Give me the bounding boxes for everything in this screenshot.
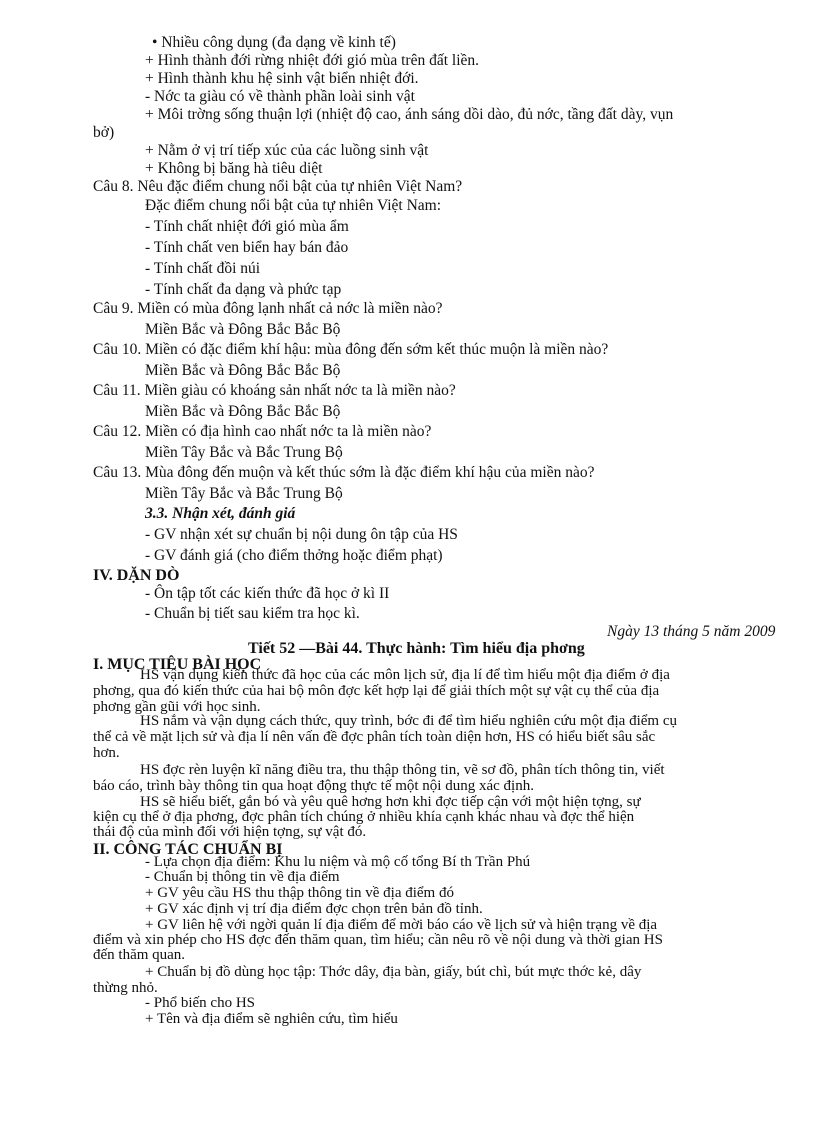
lesson-date: Ngày 13 tháng 5 năm 2009 [607, 623, 776, 640]
preparation-line: + Chuẩn bị đồ dùng học tập: Thớc dây, địa bàn, giấy, bút chì, bút mực thớc kẻ, dây [145, 964, 642, 980]
answer-point: - Tính chất đa dạng và phức tạp [145, 281, 342, 298]
question-12: Câu 12. Miền có địa hình cao nhất nớc ta là miền nào? [93, 423, 432, 440]
homework-item: - Ôn tập tốt các kiến thức đã học ở kì II [145, 585, 390, 602]
objectives-line: thể cả về mặt lịch sử và địa lí nên vấn đề đợc phân tích toàn diện hơn, HS có hiểu biết sâu sắc [93, 729, 656, 745]
homework-heading: IV. DẶN DÒ [93, 567, 180, 584]
answer-point: - Tính chất đồi núi [145, 260, 261, 277]
lesson-title: Tiết 52 —Bài 44. Thực hành: Tìm hiểu địa phơng [248, 640, 585, 657]
preparation-line: + GV yêu cầu HS thu thập thông tin về địa điểm đó [145, 885, 454, 901]
objectives-line: báo cáo, trình bày thông tin qua hoạt động thực tế một nội dung xác định. [93, 778, 534, 794]
answer-12: Miền Tây Bắc và Bắc Trung Bộ [145, 444, 343, 461]
objectives-line: kiện cụ thể ở địa phơng, đợc phân tích chúng ở nhiều khía cạnh khác nhau và đợc thể hiện [93, 809, 635, 825]
preparation-line: + GV liên hệ với ngời quản lí địa điểm để mời báo cáo về lịch sử và hiện trạng về địa [145, 917, 658, 933]
preparation-line: điểm và xin phép cho HS đợc đến thăm quan, tìm hiểu; cần nêu rõ về nội dung và thời gian HS [93, 932, 663, 948]
text-line: + Hình thành đới rừng nhiệt đới gió mùa trên đất liền. [145, 52, 480, 69]
question-10: Câu 10. Miền có đặc điểm khí hậu: mùa đông đến sớm kết thúc muộn là miền nào? [93, 341, 609, 358]
objectives-line: phơng gần gũi với học sinh. [93, 699, 261, 715]
question-8: Câu 8. Nêu đặc điểm chung nổi bật của tự nhiên Việt Nam? [93, 178, 463, 195]
homework-item: - Chuẩn bị tiết sau kiểm tra học kì. [145, 605, 360, 622]
preparation-line: thừng nhỏ. [93, 980, 158, 996]
objectives-line: hơn. [93, 745, 120, 761]
preparation-line: đến thăm quan. [93, 947, 186, 963]
answer-point: - Tính chất nhiệt đới gió mùa ẩm [145, 218, 349, 235]
question-13: Câu 13. Mùa đông đến muộn và kết thúc sớm là đặc điểm khí hậu của miền nào? [93, 464, 595, 481]
answer-9: Miền Bắc và Đông Bắc Bắc Bộ [145, 321, 341, 338]
preparation-heading: II. CÔNG TÁC CHUẨN BỊ [93, 841, 283, 858]
answer-intro: Đặc điểm chung nổi bật của tự nhiên Việt Nam: [145, 197, 442, 214]
objectives-line: HS nắm và vận dụng cách thức, quy trình, bớc đi để tìm hiểu nghiên cứu một địa điểm cụ [140, 713, 677, 729]
answer-13: Miền Tây Bắc và Bắc Trung Bộ [145, 485, 343, 502]
objectives-heading: I. MỤC TIÊU BÀI HỌC [93, 656, 262, 673]
review-heading: 3.3. Nhận xét, đánh giá [145, 505, 296, 522]
question-11: Câu 11. Miền giàu có khoáng sản nhất nớc ta là miền nào? [93, 382, 456, 399]
text-line: • Nhiều công dụng (đa dạng về kinh tế) [152, 34, 396, 51]
review-item: - GV đánh giá (cho điểm thởng hoặc điểm phạt) [145, 547, 443, 564]
preparation-line: + GV xác định vị trí địa điểm đợc chọn trên bản đồ tỉnh. [145, 901, 483, 917]
text-line: bở) [93, 124, 115, 141]
text-line: + Hình thành khu hệ sinh vật biển nhiệt đới. [145, 70, 419, 87]
answer-point: - Tính chất ven biển hay bán đảo [145, 239, 349, 256]
objectives-line: phơng, qua đó kiến thức của hai bộ môn đợc kết hợp lại để giải thích một sự vật cụ thể của địa [93, 683, 660, 699]
objectives-line: HS vận dụng kiến thức đã học của các môn lịch sử, địa lí để tìm hiểu một địa điểm ở địa [140, 667, 670, 683]
objectives-line: HS sẽ hiểu biết, gắn bó và yêu quê hơng hơn khi đợc tiếp cận với một hiện tợng, sự [140, 794, 641, 810]
text-line: + Không bị băng hà tiêu diệt [145, 160, 323, 177]
objectives-line: HS đợc rèn luyện kĩ năng điều tra, thu thập thông tin, vẽ sơ đồ, phân tích thông tin, viết [140, 762, 665, 778]
question-9: Câu 9. Miền có mùa đông lạnh nhất cả nớc là miền nào? [93, 300, 443, 317]
text-line: + Môi trờng sống thuận lợi (nhiệt độ cao, ánh sáng dồi dào, đủ nớc, tầng đất dày, vụn [145, 106, 674, 123]
objectives-line: thái độ của mình đối với hiện tợng, sự vật đó. [93, 824, 367, 840]
text-line: - Nớc ta giàu có về thành phần loài sinh vật [145, 88, 415, 105]
text-line: + Nằm ở vị trí tiếp xúc của các luồng sinh vật [145, 142, 429, 159]
preparation-line: - Lựa chọn địa điểm: Khu lu niệm và mộ cố tổng Bí th Trần Phú [145, 854, 531, 870]
preparation-line: + Tên và địa điểm sẽ nghiên cứu, tìm hiểu [145, 1011, 398, 1027]
answer-10: Miền Bắc và Đông Bắc Bắc Bộ [145, 362, 341, 379]
answer-11: Miền Bắc và Đông Bắc Bắc Bộ [145, 403, 341, 420]
review-item: - GV nhận xét sự chuẩn bị nội dung ôn tập của HS [145, 526, 458, 543]
preparation-line: - Chuẩn bị thông tin về địa điểm [145, 869, 340, 885]
preparation-line: - Phổ biến cho HS [145, 995, 255, 1011]
